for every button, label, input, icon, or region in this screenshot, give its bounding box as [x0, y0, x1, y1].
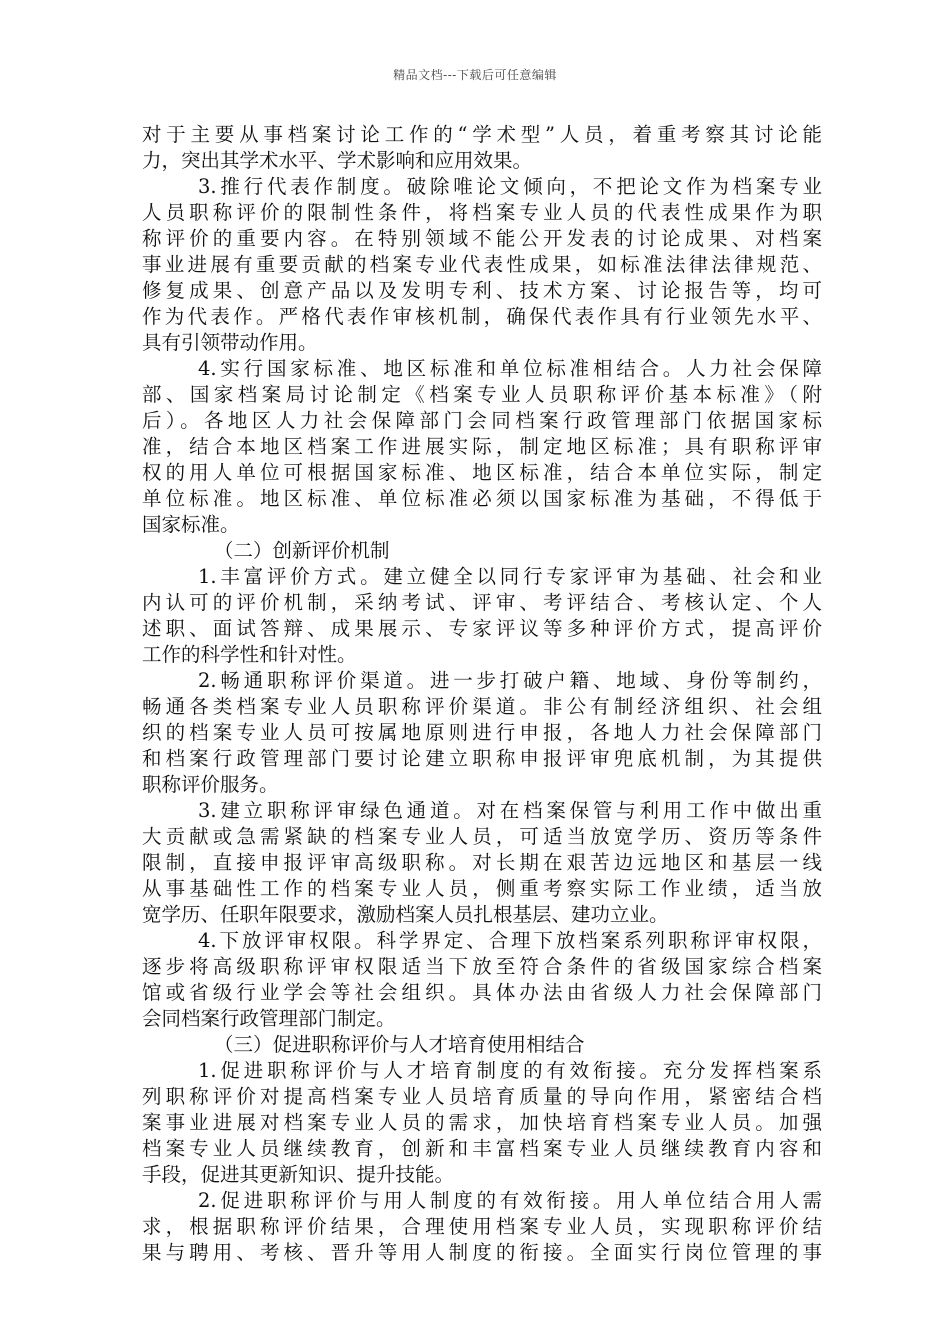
paragraph-line: 部、国家档案局讨论制定《档案专业人员职称评价基本标准》（附 [142, 383, 822, 406]
paragraph-line: 述职、面试答辩、成果展示、专家评议等多种评价方式，提高评价 [142, 617, 822, 640]
paragraph-last-line: 宽学历、任职年限要求，激励档案人员扎根基层、建功立业。 [142, 903, 669, 926]
paragraph-line: 和档案行政管理部门要讨论建立职称申报评审兜底机制，为其提供 [142, 747, 822, 770]
paragraph-line: 称评价的重要内容。在特别领域不能公开发表的讨论成果、对档案 [142, 227, 822, 250]
paragraph-line: 果与聘用、考核、晋升等用人制度的衔接。全面实行岗位管理的事 [142, 1241, 822, 1264]
paragraph-first-line: 1.促进职称评价与人才培育制度的有效衔接。充分发挥档案系 [198, 1059, 822, 1082]
paragraph-line: 对于主要从事档案讨论工作的“学术型”人员，着重考察其讨论能 [142, 123, 822, 146]
paragraph-line: 从事基础性工作的档案专业人员，侧重考察实际工作业绩，适当放 [142, 877, 822, 900]
paragraph-first-line: 3.推行代表作制度。破除唯论文倾向，不把论文作为档案专业 [198, 175, 822, 198]
paragraph-line: 畅通各类档案专业人员职称评价渠道。非公有制经济组织、社会组 [142, 695, 822, 718]
paragraph-line: 后）。各地区人力社会保障部门会同档案行政管理部门依据国家标 [142, 409, 822, 432]
paragraph-first-line: 4.实行国家标准、地区标准和单位标准相结合。人力社会保障 [198, 357, 822, 380]
paragraph-last-line: 会同档案行政管理部门制定。 [142, 1007, 396, 1030]
paragraph-line: 馆或省级行业学会等社会组织。具体办法由省级人力社会保障部门 [142, 981, 822, 1004]
paragraph-line: 织的档案专业人员可按属地原则进行申报，各地人力社会保障部门 [142, 721, 822, 744]
paragraph-last-line: 手段，促进其更新知识、提升技能。 [142, 1163, 455, 1186]
paragraph-line: 案事业进展对档案专业人员的需求，加快培育档案专业人员。加强 [142, 1111, 822, 1134]
paragraph-line: 求，根据职称评价结果，合理使用档案专业人员，实现职称评价结 [142, 1215, 822, 1238]
paragraph-line: 内认可的评价机制，采纳考试、评审、考评结合、考核认定、个人 [142, 591, 822, 614]
paragraph-line: 单位标准。地区标准、单位标准必须以国家标准为基础，不得低于 [142, 487, 822, 510]
paragraph-first-line: 4.下放评审权限。科学界定、合理下放档案系列职称评审权限， [198, 929, 822, 952]
paragraph-line: 作为代表作。严格代表作审核机制，确保代表作具有行业领先水平、 [142, 305, 822, 328]
paragraph-last-line: 工作的科学性和针对性。 [142, 643, 357, 666]
paragraph-line: 大贡献或急需紧缺的档案专业人员，可适当放宽学历、资历等条件 [142, 825, 822, 848]
document-body [142, 122, 822, 1266]
paragraph-line: 档案专业人员继续教育，创新和丰富档案专业人员继续教育内容和 [142, 1137, 822, 1160]
page-header: 精品文档---下载后可任意编辑 [393, 68, 557, 82]
paragraph-first-line: 3.建立职称评审绿色通道。对在档案保管与利用工作中做出重 [198, 799, 822, 822]
paragraph-line: 事业进展有重要贡献的档案专业代表性成果，如标准法律法律规范、 [142, 253, 822, 276]
paragraph-line: 列职称评价对提高档案专业人员培育质量的导向作用，紧密结合档 [142, 1085, 822, 1108]
paragraph-line: 限制，直接申报评审高级职称。对长期在艰苦边远地区和基层一线 [142, 851, 822, 874]
paragraph-first-line: 2.畅通职称评价渠道。进一步打破户籍、地域、身份等制约， [198, 669, 822, 692]
section-heading: （三）促进职称评价与人才培育使用相结合 [214, 1033, 585, 1056]
paragraph-last-line: 国家标准。 [142, 513, 240, 536]
paragraph-first-line: 1.丰富评价方式。建立健全以同行专家评审为基础、社会和业 [198, 565, 822, 588]
paragraph-line: 人员职称评价的限制性条件，将档案专业人员的代表性成果作为职 [142, 201, 822, 224]
section-heading: （二）创新评价机制 [214, 539, 390, 562]
paragraph-last-line: 职称评价服务。 [142, 773, 279, 796]
paragraph-last-line: 力，突出其学术水平、学术影响和应用效果。 [142, 149, 533, 172]
paragraph-line: 修复成果、创意产品以及发明专利、技术方案、讨论报告等，均可 [142, 279, 822, 302]
paragraph-line: 权的用人单位可根据国家标准、地区标准，结合本单位实际，制定 [142, 461, 822, 484]
paragraph-line: 准，结合本地区档案工作进展实际，制定地区标准；具有职称评审 [142, 435, 822, 458]
paragraph-last-line: 具有引领带动作用。 [142, 331, 318, 354]
paragraph-first-line: 2.促进职称评价与用人制度的有效衔接。用人单位结合用人需 [198, 1189, 822, 1212]
paragraph-line: 逐步将高级职称评审权限适当下放至符合条件的省级国家综合档案 [142, 955, 822, 978]
